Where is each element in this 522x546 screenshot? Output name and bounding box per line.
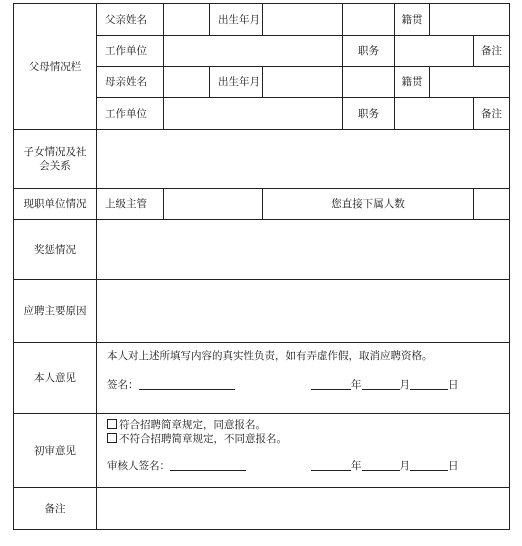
initial-review-label: 初审意见 [14,414,97,488]
mother-position-label: 职务 [343,98,395,130]
review-year-text: 年 [351,460,362,472]
mother-birth-label: 出生年月 [210,67,263,98]
mother-birth-field[interactable] [263,67,343,98]
review-option-yes[interactable] [97,418,509,432]
subordinates-field[interactable] [474,189,510,220]
review-no-text: 不符合招聘简章规定，不同意报名。 [119,433,287,445]
review-month-line[interactable] [362,458,400,471]
rewards-label: 奖惩情况 [14,220,97,280]
mother-work-field[interactable] [164,98,343,130]
father-position-field[interactable] [395,36,474,67]
self-date [311,377,459,392]
mother-name-label: 母亲姓名 [97,67,164,98]
children-section-label [14,130,97,189]
father-work-field[interactable] [164,36,343,67]
father-blank-field[interactable] [343,4,395,36]
self-year-line[interactable] [311,377,351,390]
father-native-label: 籍贯 [395,4,430,36]
children-label-line1: 子女情况及社 [23,146,87,158]
review-day-line[interactable] [410,458,448,471]
self-sign-row [97,377,509,393]
current-job-label: 现职单位情况 [14,189,97,220]
mother-work-label: 工作单位 [97,98,164,130]
self-year-text: 年 [351,379,362,391]
mother-name-field[interactable] [164,67,210,98]
reason-field[interactable] [97,280,510,343]
father-name-field[interactable] [164,4,210,36]
father-name-label: 父亲姓名 [97,4,164,36]
self-opinion-statement: 本人对上述所填写内容的真实性负责，如有弄虚作假，取消应聘资格。 [107,350,433,362]
superior-label: 上级主管 [97,189,164,220]
children-label-line2: 会关系 [39,160,71,172]
review-yes-checkbox[interactable] [107,419,117,429]
mother-blank-field[interactable] [343,67,395,98]
mother-native-label: 籍贯 [395,67,430,98]
children-field[interactable] [97,130,510,189]
self-sign-line[interactable] [139,377,235,390]
self-day-text: 日 [448,379,459,391]
reviewer-sign-label: 审核人签名： [107,460,170,472]
parents-section-label: 父母情况栏 [14,4,97,130]
mother-remark-label: 备注 [474,98,510,130]
mother-position-field[interactable] [395,98,474,130]
self-sign-label: 签名： [107,379,139,391]
reason-label: 应聘主要原因 [14,280,97,343]
initial-review-cell [97,414,510,488]
remarks-label: 备注 [14,488,97,530]
self-day-line[interactable] [410,377,448,390]
father-work-label: 工作单位 [97,36,164,67]
self-opinion-label: 本人意见 [14,343,97,414]
father-native-field[interactable] [430,4,510,36]
rewards-field[interactable] [97,220,510,280]
review-month-text: 月 [399,460,410,472]
subordinates-label: 您直接下属人数 [263,189,474,220]
application-form-table [13,3,510,530]
remarks-field[interactable] [97,488,510,530]
review-option-no[interactable] [97,432,509,446]
father-birth-field[interactable] [263,4,343,36]
reviewer-sign-row [97,458,509,474]
reviewer-sign-line[interactable] [170,458,246,471]
father-remark-label: 备注 [474,36,510,67]
mother-native-field[interactable] [430,67,510,98]
review-no-checkbox[interactable] [107,433,117,443]
father-birth-label: 出生年月 [210,4,263,36]
self-opinion-cell [97,343,510,414]
review-yes-text: 符合招聘简章规定，同意报名。 [119,419,266,431]
review-day-text: 日 [448,460,459,472]
review-year-line[interactable] [311,458,351,471]
superior-field[interactable] [164,189,263,220]
self-month-text: 月 [399,379,410,391]
review-date [311,458,459,473]
father-position-label: 职务 [343,36,395,67]
self-month-line[interactable] [362,377,400,390]
